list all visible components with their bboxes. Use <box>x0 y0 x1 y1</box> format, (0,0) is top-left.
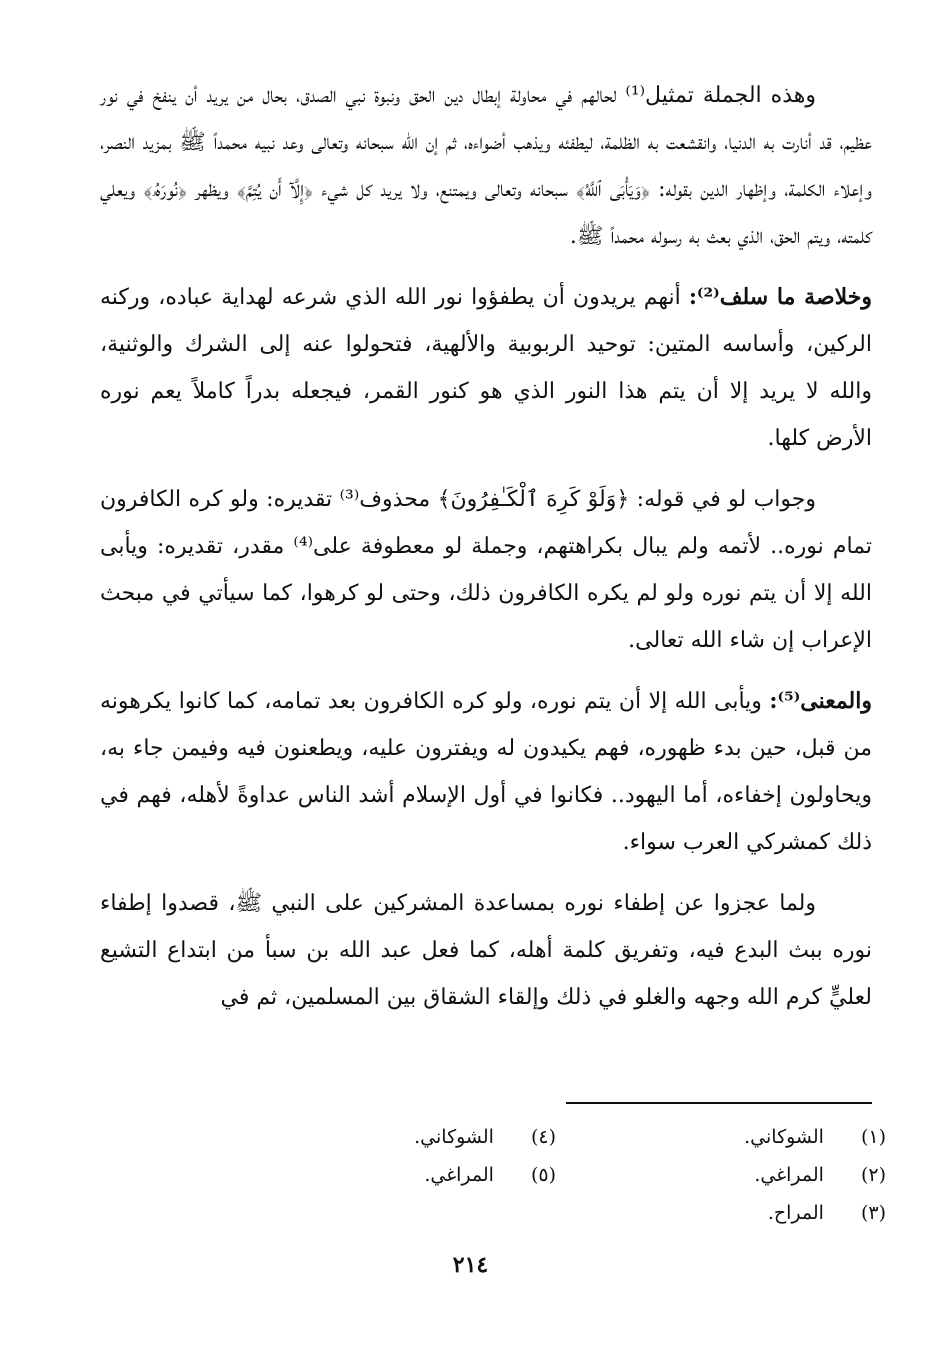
footnote-2-number: (٢) <box>860 1164 886 1186</box>
footnote-4-text: الشوكاني. <box>414 1126 494 1148</box>
footnote-3 <box>556 1194 886 1232</box>
paragraph-4 <box>100 678 872 866</box>
footnote-2 <box>556 1156 886 1194</box>
page-number: ٢١٤ <box>452 1252 489 1278</box>
main-text <box>100 72 872 1035</box>
footnote-5 <box>226 1156 556 1194</box>
footnote-2-text: المراغي. <box>754 1164 824 1186</box>
paragraph-3 <box>100 476 872 664</box>
footnote-1 <box>556 1118 886 1156</box>
paragraph-2 <box>100 274 872 462</box>
footnote-1-number: (١) <box>860 1126 886 1148</box>
paragraph-4-lead: والمعنى⁽⁵⁾: <box>769 688 872 714</box>
paragraph-2-text: أنهم يريدون أن يطفؤوا نور الله الذي شرعه لهداية عباده، وركنه الركين، وأساسه المتين: توحيد الربوبية والألهية، فتحولوا عنه إلى الشرك والوثنية، والله لا يريد إلا أن يتم هذا النور الذي هو كنور القمر، فيجعله بدراً كاملاً يعم نوره الأرض كلها. <box>100 285 872 451</box>
footnote-row <box>180 1156 886 1194</box>
footnote-4-number: (٤) <box>530 1126 556 1148</box>
footnote-4 <box>226 1118 556 1156</box>
footnote-3-text: المراح. <box>767 1202 824 1224</box>
paragraph-1 <box>100 72 872 260</box>
footnote-row <box>180 1118 886 1156</box>
footnote-5-number: (٥) <box>530 1164 556 1186</box>
paragraph-2-lead: وخلاصة ما سلف⁽²⁾: <box>688 284 872 310</box>
footnotes <box>180 1118 886 1232</box>
paragraph-4-text: ويأبى الله إلا أن يتم نوره، ولو كره الكافرون بعد تمامه، كما كانوا يكرهونه من قبل، حين بدء ظهوره، فهم يكيدون له ويفترون عليه، ويطعنون فيه وفيمن جاء به، ويحاولون إخفاءه، أما اليهود.. فكانوا في أول الإسلام أشد الناس عداوةً لأهله، فهم في ذلك كمشركي العرب سواء. <box>100 689 872 855</box>
footnote-1-text: الشوكاني. <box>744 1126 824 1148</box>
paragraph-5-text: ولما عجزوا عن إطفاء نوره بمساعدة المشركين على النبي ﷺ، قصدوا إطفاء نوره ببث البدع فيه، وتفريق كلمة أهله، كما فعل عبد الله بن سبأ من ابتداع التشيع لعليٍّ كرم الله وجهه والغلو في ذلك وإلقاء الشقاق بين المسلمين، ثم في <box>100 891 872 1010</box>
footnote-divider <box>566 1102 872 1104</box>
paragraph-1-text: وهذه الجملة تمثيل⁽¹⁾ لحالهم في محاولة إبطال دين الحق ونبوة نبي الصدق، بحال من يريد أن ينفخ في نور عظيم، قد أنارت به الدنيا، وانقشعت به الظلمة، ليطفئه ويذهب أضواءه، ثم إن الله سبحانه وتعالى وعد نبيه محمداً ﷺ بمزيد النصر، وإعلاء الكلمة، وإظهار الدين بقوله: ﴿وَيَأْبَى ٱللَّهُ﴾ سبحانه وتعالى ويمتنع، ولا يريد كل شيء ﴿إِلَّآ أَن يُتِمَّ﴾ ويظهر ﴿نُورَهُۥ﴾ ويعلي كلمته، ويتم الحق، الذي بعث به رسوله محمداً ﷺ. <box>100 83 872 249</box>
footnote-row <box>180 1194 886 1232</box>
footnote-5-text: المراغي. <box>424 1164 494 1186</box>
paragraph-3-text: وجواب لو في قوله: ﴿وَلَوْ كَرِهَ ٱلْكَـٰفِرُونَ﴾ محذوف⁽³⁾ تقديره: ولو كره الكافرون تمام نوره.. لأتمه ولم يبال بكراهتهم، وجملة لو معطوفة على⁽⁴⁾ مقدر، تقديره: ويأبى الله إلا أن يتم نوره ولو لم يكره الكافرون ذلك، وحتى لو كرهوا، كما سيأتي في مبحث الإعراب إن شاء الله تعالى. <box>100 487 873 653</box>
footnote-3-number: (٣) <box>860 1202 886 1224</box>
paragraph-5 <box>100 880 872 1021</box>
